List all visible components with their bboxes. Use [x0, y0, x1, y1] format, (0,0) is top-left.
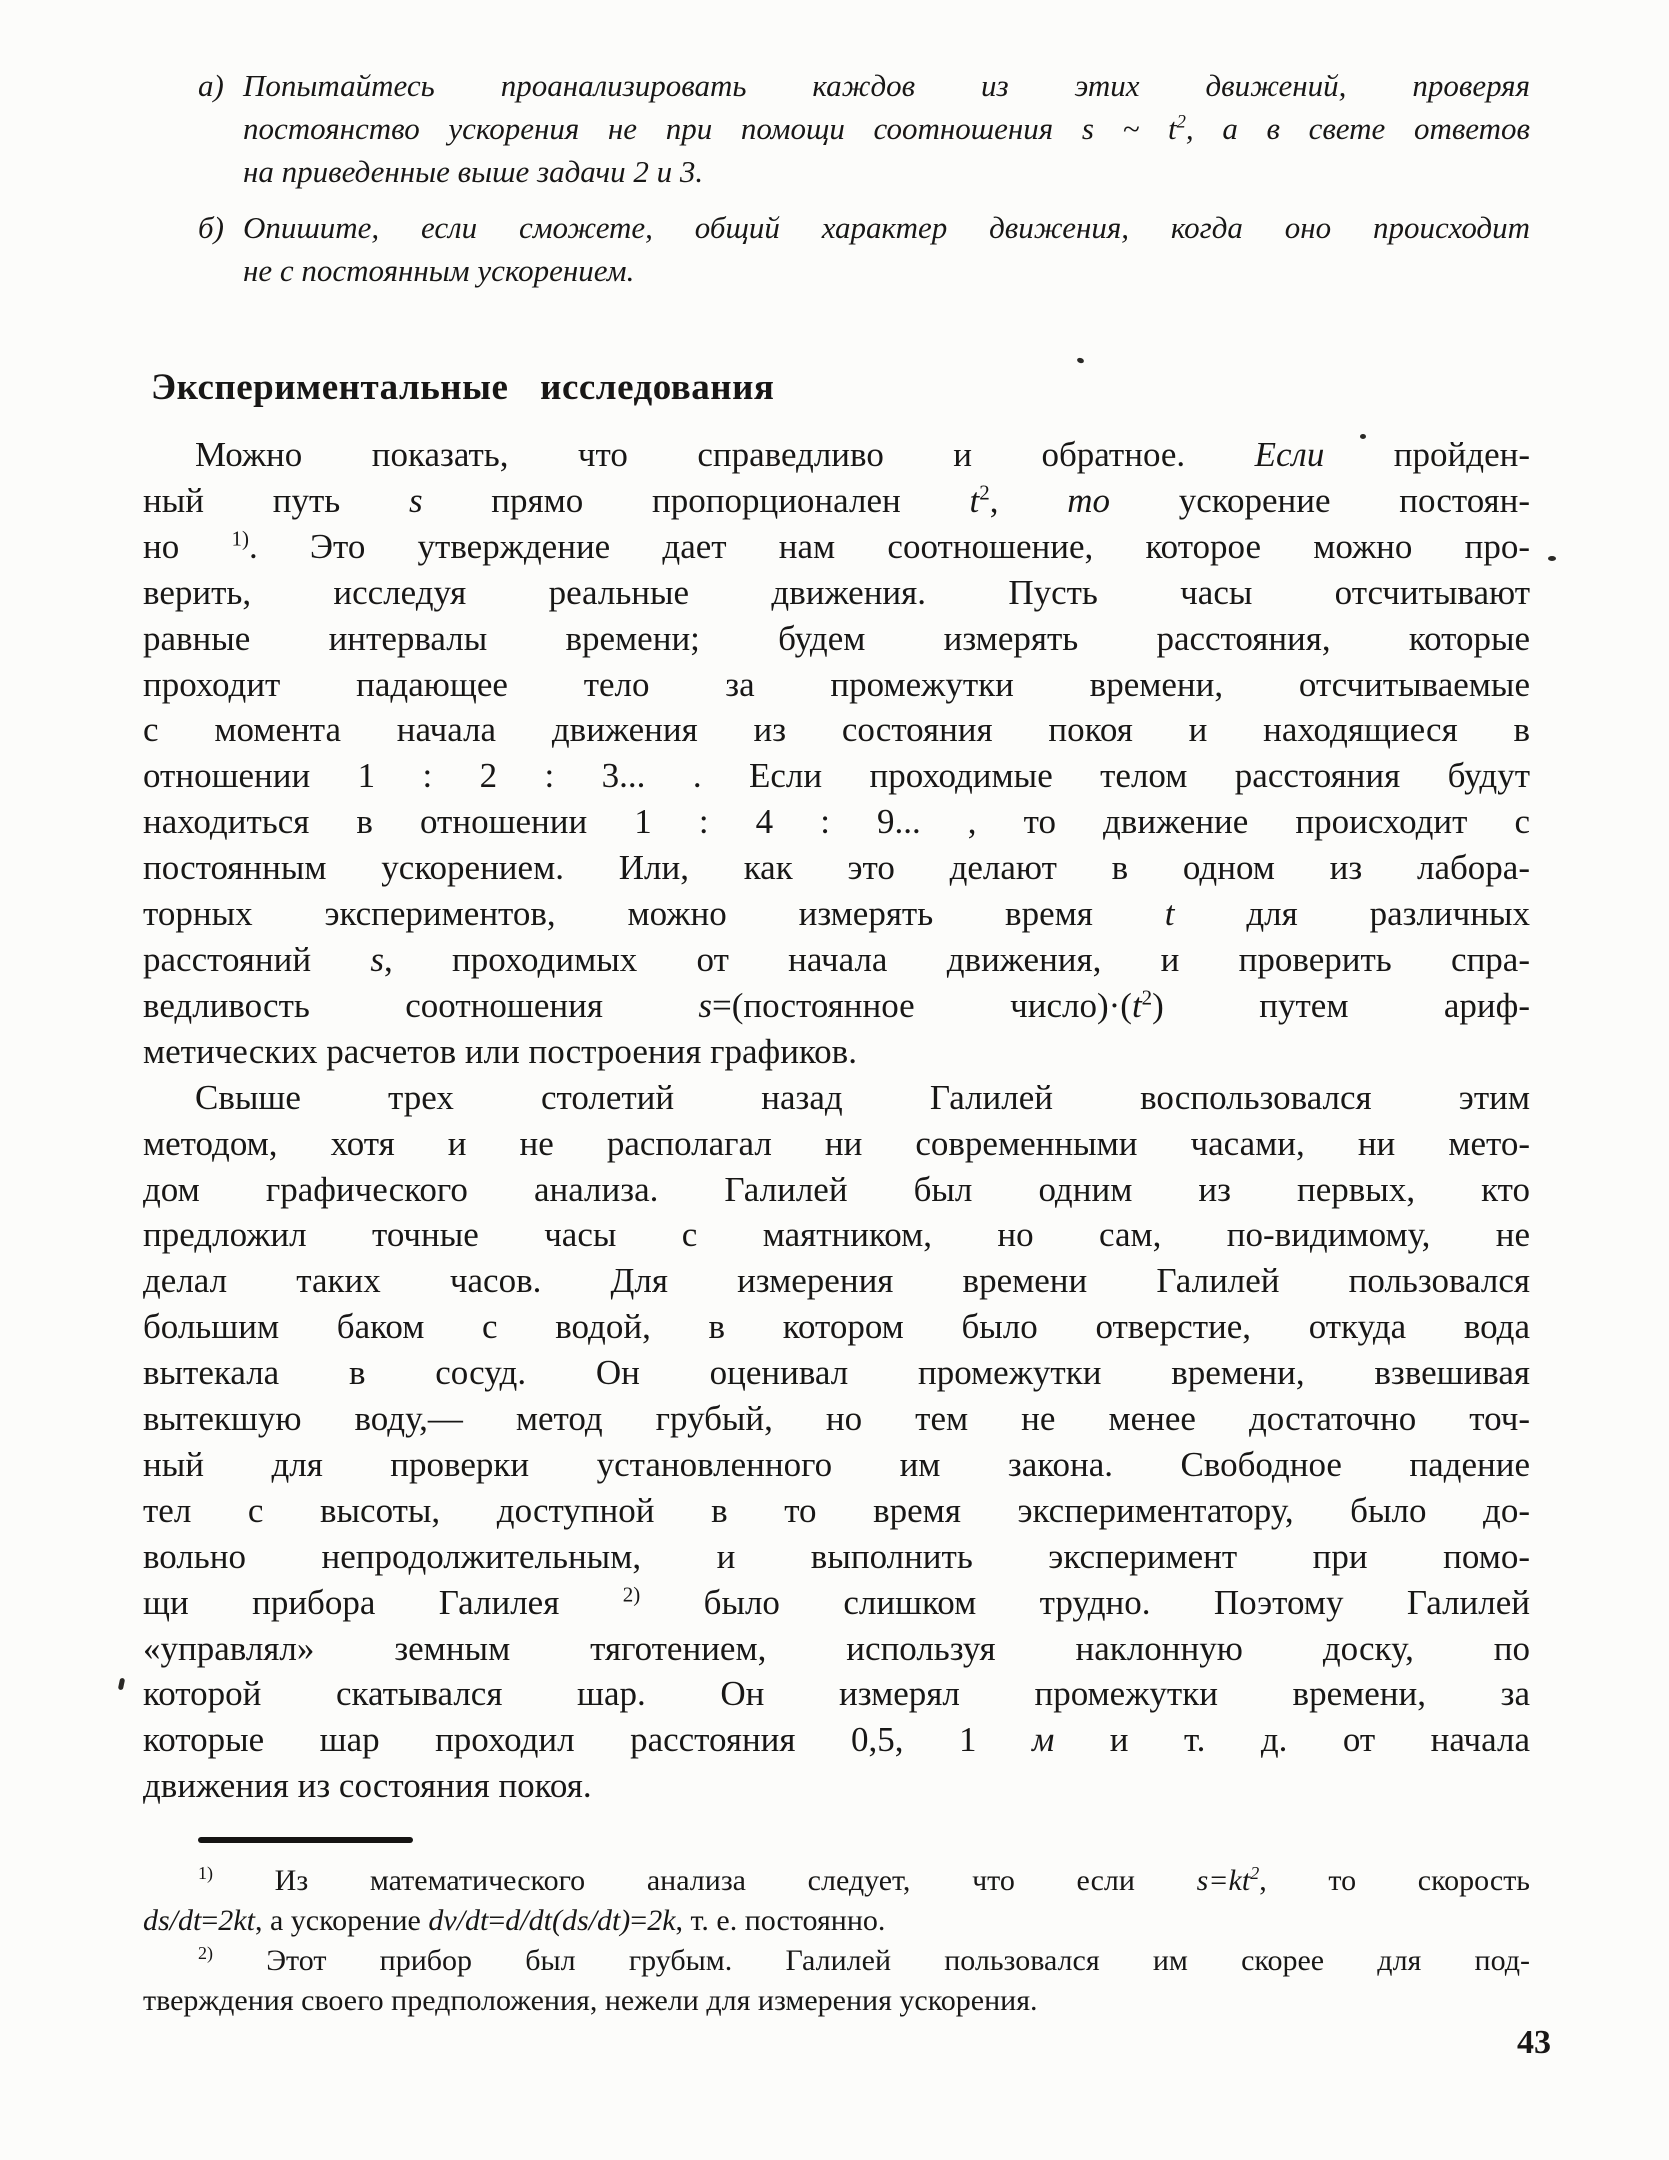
text: , а в свете ответов — [1185, 111, 1530, 146]
text-line — [143, 1442, 1530, 1488]
text: для различных — [1174, 894, 1531, 934]
superscript: 2 — [979, 480, 990, 505]
italic-text: t — [969, 480, 980, 520]
superscript: 2) — [198, 1943, 213, 1964]
text-line — [143, 1121, 1530, 1167]
text: движения из состояния покоя. — [143, 1766, 592, 1806]
intro-item-b — [143, 206, 1530, 292]
text: тел с высоты, доступной в то время экспериментатору, было до- — [143, 1490, 1530, 1530]
text: =(постоянное число)·( — [711, 985, 1132, 1025]
text-line — [143, 1167, 1530, 1213]
text-line — [143, 1488, 1530, 1534]
paragraph-2 — [143, 1075, 1530, 1810]
text-line — [143, 937, 1530, 983]
text: с момента начала движения из состояния покоя и находящиеся в — [143, 710, 1530, 750]
text-line — [143, 1029, 1530, 1075]
intro-item-a-text — [243, 64, 1530, 193]
text: на приведенные выше задачи 2 и 3. — [243, 154, 704, 189]
text: Опишите, если сможете, общий характер движения, когда оно происходит — [243, 210, 1530, 245]
superscript: 1) — [231, 526, 249, 551]
superscript: 2 — [1141, 985, 1153, 1010]
text-line — [143, 1075, 1530, 1121]
text: предложил точные часы с маятником, но сам, по-видимому, не — [143, 1215, 1530, 1255]
intro-item-b-label: б) — [198, 210, 224, 245]
text: методом, хотя и не располагал ни современными часами, ни мето- — [143, 1123, 1530, 1163]
italic-text: t — [1131, 985, 1142, 1025]
italic-text: то — [1067, 480, 1110, 520]
text-line — [143, 707, 1530, 753]
text: , а ускорение — [254, 1904, 429, 1938]
superscript: 1) — [198, 1863, 213, 1884]
text-line — [143, 1350, 1530, 1396]
footnotes — [143, 1861, 1530, 2021]
text: , проходимых от начала движения, и проверить спра- — [383, 939, 1530, 979]
text-line — [143, 1861, 1530, 1901]
italic-text: s — [698, 985, 712, 1025]
italic-text: s — [408, 480, 423, 520]
text-line — [143, 1981, 1530, 2021]
text: тверждения своего предположения, нежели для измерения ускорения. — [143, 1984, 1038, 2018]
italic-text: 2kt — [218, 1904, 255, 1938]
italic-text: м — [1031, 1720, 1055, 1760]
text: ведливость соотношения — [143, 985, 699, 1025]
text: , т. е. постоянно. — [675, 1904, 886, 1938]
text: щи прибора Галилея — [143, 1582, 623, 1622]
intro-item-a-label: а) — [198, 68, 224, 103]
text: торных экспериментов, можно измерять время — [143, 894, 1165, 934]
italic-text: dv/dt — [428, 1904, 489, 1938]
text: Этот прибор был грубым. Галилей пользовался им скорее для под- — [213, 1944, 1530, 1978]
text: Свыше трех столетий назад Галилей воспользовался этим — [195, 1077, 1530, 1117]
text-line — [143, 524, 1530, 570]
text: пройден- — [1324, 435, 1530, 474]
text: метических расчетов или построения графиков. — [143, 1031, 857, 1071]
text: находиться в отношении 1 : 4 : 9... , то движение происходит с — [143, 802, 1530, 842]
text: = — [201, 1904, 219, 1938]
italic-text: s — [370, 939, 384, 979]
text-line — [143, 1901, 1530, 1941]
scan-speck — [118, 1678, 125, 1691]
text: ный для проверки установленного им закона. Свободное падение — [143, 1444, 1530, 1484]
text-line — [143, 616, 1530, 662]
text-line — [143, 662, 1530, 708]
text: , — [989, 480, 1068, 520]
section-heading: Экспериментальные исследования — [151, 367, 775, 408]
paragraph-1 — [143, 432, 1530, 1075]
text-line — [143, 478, 1530, 524]
text: = — [488, 1904, 506, 1938]
intro-item-b-text — [243, 206, 1530, 292]
text-line — [143, 1717, 1530, 1763]
superscript: 2 — [1250, 1863, 1260, 1884]
body-text — [143, 432, 1530, 1809]
intro-item-a — [143, 64, 1530, 193]
superscript: 2 — [1176, 111, 1186, 133]
text-line — [243, 64, 1530, 107]
text: Можно показать, что справедливо и обратное. — [195, 435, 1255, 474]
footnote-2 — [143, 1941, 1530, 2021]
intro-list — [143, 64, 1530, 292]
text-line — [143, 570, 1530, 616]
scan-speck — [1548, 556, 1556, 561]
italic-text: t — [1164, 894, 1175, 934]
text: равные интервалы времени; будем измерять расстояния, которые — [143, 618, 1530, 658]
text: постоянным ускорением. Или, как это делают в одном из лабора- — [143, 848, 1530, 888]
italic-text: 2k — [647, 1904, 676, 1938]
text-line — [143, 1304, 1530, 1350]
italic-text: Если — [1254, 435, 1325, 474]
page-content — [143, 0, 1530, 2021]
text: и т. д. от начала — [1054, 1720, 1530, 1760]
text: = — [630, 1904, 648, 1938]
footnote-1 — [143, 1861, 1530, 1941]
text-line — [143, 891, 1530, 937]
text: вытекшую воду,— метод грубый, но тем не менее достаточно точ- — [143, 1399, 1530, 1439]
text: прямо пропорционален — [422, 480, 970, 520]
text: Из математического анализа следует, что если — [213, 1864, 1197, 1898]
text: большим баком с водой, в котором было отверстие, откуда вода — [143, 1307, 1530, 1347]
text: которые шар проходил расстояния 0,5, 1 — [143, 1720, 1032, 1760]
text: которой скатывался шар. Он измерял промежутки времени, за — [143, 1674, 1530, 1714]
text: постоянство ускорения не при помощи соотношения s ~ t — [243, 111, 1177, 146]
text-line — [243, 206, 1530, 249]
text: верить, исследуя реальные движения. Пусть часы отсчитывают — [143, 572, 1530, 612]
text-line — [243, 249, 1530, 292]
text: «управлял» земным тяготением, используя наклонную доску, по — [143, 1628, 1530, 1668]
text: было слишком трудно. Поэтому Галилей — [640, 1582, 1530, 1622]
text: , то скорость — [1259, 1864, 1530, 1898]
italic-text: ds/dt — [143, 1904, 202, 1938]
text: расстояний — [143, 939, 371, 979]
superscript: 2) — [622, 1582, 641, 1606]
footnote-divider — [198, 1837, 413, 1843]
text-line — [143, 432, 1530, 478]
text-line — [143, 1580, 1530, 1626]
text: ) путем ариф- — [1152, 985, 1530, 1025]
text-line — [143, 1212, 1530, 1258]
text-line — [143, 1671, 1530, 1717]
text-line — [143, 1534, 1530, 1580]
text-line — [143, 1258, 1530, 1304]
page-number: 43 — [1517, 2024, 1551, 2061]
text: ный путь — [143, 480, 409, 520]
text-line — [143, 799, 1530, 845]
text-line — [143, 983, 1530, 1029]
text: ускорение постоян- — [1109, 480, 1531, 520]
text-line — [243, 107, 1530, 150]
text: отношении 1 : 2 : 3... . Если проходимые телом расстояния будут — [143, 756, 1530, 796]
text: Попытайтесь проанализировать каждов из этих движений, проверяя — [243, 68, 1530, 103]
text: но — [143, 526, 232, 566]
text-line — [143, 845, 1530, 891]
italic-text: d/dt(ds/dt) — [505, 1904, 631, 1938]
text-line — [143, 1396, 1530, 1442]
text-line — [143, 1763, 1530, 1809]
text: проходит падающее тело за промежутки времени, отсчитываемые — [143, 664, 1530, 704]
text-line — [143, 1941, 1530, 1981]
text: дом графического анализа. Галилей был одним из первых, кто — [143, 1169, 1530, 1209]
text-line — [243, 150, 1530, 193]
text: вытекала в сосуд. Он оценивал промежутки времени, взвешивая — [143, 1353, 1530, 1393]
text: вольно непродолжительным, и выполнить эксперимент при помо- — [143, 1536, 1530, 1576]
italic-text: s=kt — [1196, 1864, 1251, 1898]
text: не с постоянным ускорением. — [243, 253, 635, 288]
text-line — [143, 753, 1530, 799]
text-line — [143, 1626, 1530, 1672]
text: делал таких часов. Для измерения времени Галилей пользовался — [143, 1261, 1530, 1301]
text: . Это утверждение дает нам соотношение, которое можно про- — [248, 526, 1530, 566]
